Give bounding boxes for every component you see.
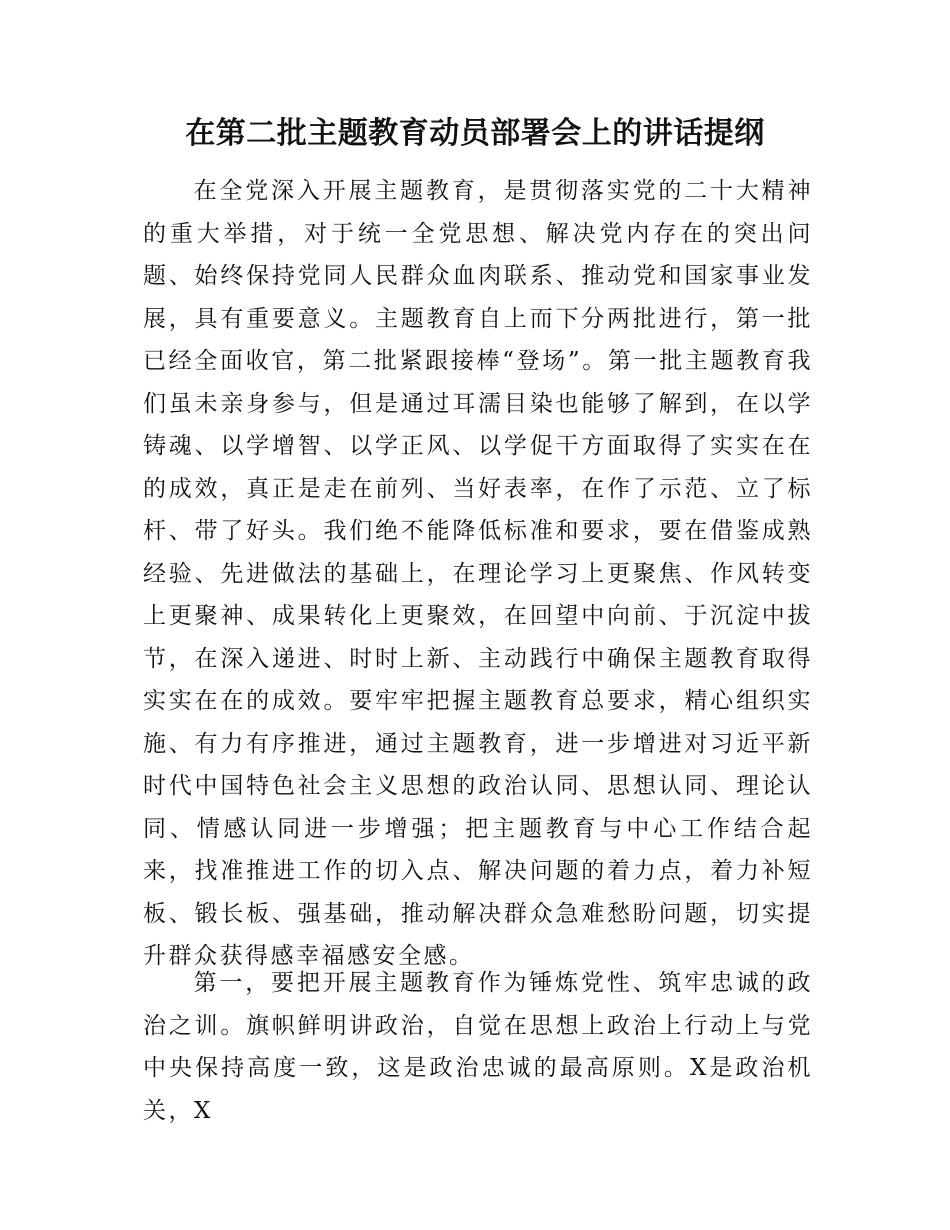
body-paragraph-first-point: 第一，要把开展主题教育作为锤炼党性、筑牢忠诚的政治之训。旗帜鲜明讲政治，自觉在思想上政治上行动上与党中央保持高度一致，这是政治忠诚的最高原则。X是政治机关，X [143, 970, 813, 1124]
document-title: 在第二批主题教育动员部署会上的讲话提纲 [185, 116, 765, 151]
body-paragraph-intro: 在全党深入开展主题教育，是贯彻落实党的二十大精神的重大举措，对于统一全党思想、解决党内存在的突出问题、始终保持党同人民群众血肉联系、推动党和国家事业发展，具有重要意义。主题教育自上而下分两批进行，第一批已经全面收官，第二批紧跟接棒“登场”。第一批主题教育我们虽未亲身参与，但是通过耳濡目染也能够了解到，在以学铸魂、以学增智、以学正风、以学促干方面取得了实实在在的成效，真正是走在前列、当好表率，在作了示范、立了标杆、带了好头。我们绝不能降低标准和要求，要在借鉴成熟经验、先进做法的基础上，在理论学习上更聚焦、作风转变上更聚神、成果转化上更聚效，在回望中向前、于沉淀中拔节，在深入递进、时时上新、主动践行中确保主题教育取得实实在在的成效。要牢牢把握主题教育总要求，精心组织实施、有力有序推进，通过主题教育，进一步增进对习近平新时代中国特色社会主义思想的政治认同、思想认同、理论认同、情感认同进一步增强；把主题教育与中心工作结合起来，找准推进工作的切入点、解决问题的着力点，着力补短板、锻长板、强基础，推动解决群众急难愁盼问题，切实提升群众获得感幸福感安全感。 [143, 178, 813, 969]
